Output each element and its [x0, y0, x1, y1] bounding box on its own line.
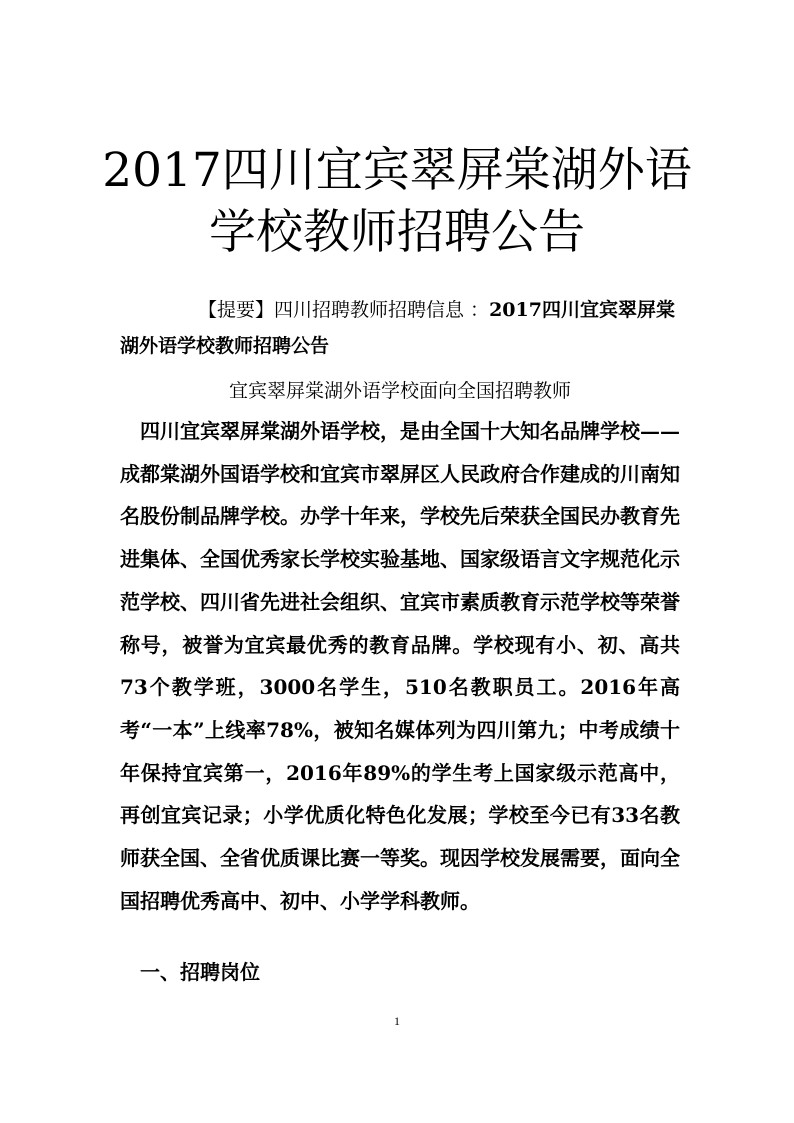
summary-label: 【提要】 [198, 299, 275, 321]
body-paragraph-text: 四川宜宾翠屏棠湖外语学校，是由全国十大知名品牌学校——成都棠湖外国语学校和宜宾市翠屏区人民政府合作建成的川南知名股份制品牌学校。办学十年来，学校先后荣获全国民办教育先进集体、全国优秀家长学校实验基地、国家级语言文字规范化示范学校、四川省先进社会组织、宜宾市素质教育示范学校等荣誉称号，被誉为宜宾最优秀的教育品牌。学校现有小、初、高共73个教学班，3000名学生，510名教职员工。2016年高考“一本”上线率78%，被知名媒体列为四川第九；中考成绩十年保持宜宾第一，2016年89%的学生考上国家级示范高中，再创宜宾记录；小学优质化特色化发展；学校至今已有33名教师获全国、全省优质课比赛一等奖。现因学校发展需要，面向全国招聘优秀高中、初中、小学学科教师。 [120, 419, 680, 913]
section-heading: 一、招聘岗位 [140, 960, 260, 984]
subheading: 宜宾翠屏棠湖外语学校面向全国招聘教师 [228, 380, 571, 402]
summary-paragraph [120, 292, 680, 364]
body-paragraph [120, 410, 680, 922]
document-title: 2017四川宜宾翠屏棠湖外语学校教师招聘公告 [102, 143, 692, 260]
summary-title: 2017四川宜宾翠屏棠湖外语学校教师招聘公告 [120, 299, 675, 357]
page-number: 1 [394, 1014, 400, 1028]
summary-text: 四川招聘教师招聘信息 ： [274, 299, 490, 321]
